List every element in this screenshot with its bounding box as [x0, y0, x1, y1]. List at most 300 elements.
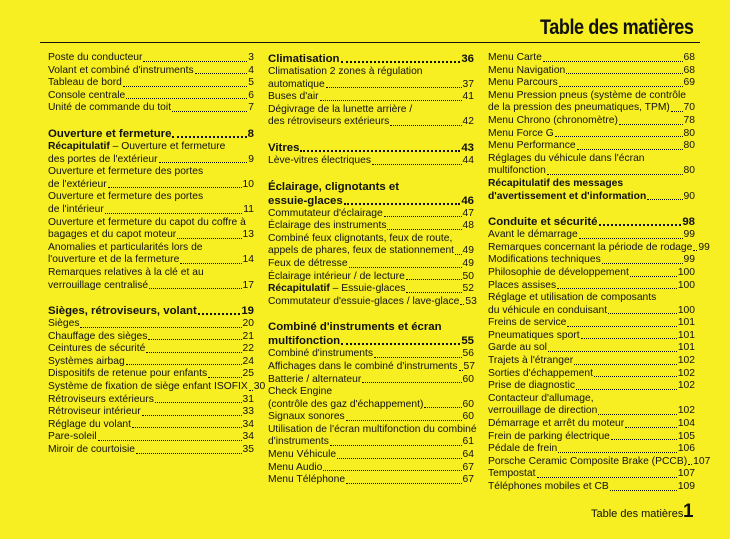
toc-entry-label — [48, 406, 141, 419]
page-ref: 55 — [461, 335, 474, 348]
toc-entry-text: Places assises — [488, 279, 557, 291]
page-ref: 105 — [677, 430, 695, 442]
toc-entry-text: verrouillage de direction — [488, 405, 598, 417]
section-spacer — [268, 129, 474, 141]
page-ref: 107 — [693, 455, 711, 467]
dot-leader — [387, 229, 461, 230]
dot-leader — [323, 470, 461, 471]
toc-entry — [268, 399, 474, 412]
toc-entry-text — [268, 180, 474, 194]
toc-entry-text: Menu Téléphone — [268, 474, 346, 486]
toc-entry — [48, 204, 254, 217]
toc-entry-label — [48, 331, 147, 344]
toc-entry — [488, 52, 695, 65]
page-ref: 109 — [677, 481, 695, 492]
dot-leader — [384, 216, 462, 217]
toc-entry — [268, 374, 474, 387]
toc-entry-text: Garde au sol — [488, 342, 547, 354]
toc-entry-text: Pare-soleil — [48, 431, 97, 443]
page-ref: 70 — [683, 102, 695, 114]
toc-entry — [268, 295, 477, 309]
toc-entry-text — [268, 423, 477, 437]
toc-entry-label — [48, 356, 125, 369]
page-ref: 34 — [242, 418, 254, 430]
page-ref: 106 — [677, 443, 695, 455]
section-title — [268, 52, 340, 66]
dot-leader — [341, 343, 460, 345]
toc-entry-text: Modifications techniques — [488, 254, 601, 266]
toc-entry — [268, 220, 474, 233]
dot-leader — [155, 402, 242, 403]
page-ref: 21 — [242, 330, 254, 342]
toc-entry-label — [268, 462, 322, 475]
toc-entry — [488, 342, 695, 355]
toc-entry-text — [268, 66, 474, 79]
section-title — [488, 215, 598, 229]
toc-entry-text — [48, 217, 254, 230]
page-ref: 60 — [462, 398, 474, 410]
toc-entry-text: Batterie / alternateur — [268, 373, 362, 385]
toc-entry-text: Lève-vitres électriques — [268, 154, 372, 166]
toc-entry-label — [48, 229, 176, 242]
dot-leader — [555, 136, 683, 137]
toc-entry — [488, 115, 695, 128]
toc-entry-label — [48, 90, 125, 103]
dot-leader — [80, 327, 241, 328]
toc-entry-text: Démarrage et arrêt du moteur — [488, 418, 625, 430]
dot-leader — [625, 427, 677, 428]
page-ref: 14 — [242, 254, 254, 266]
toc-entry — [488, 380, 695, 393]
toc-entry — [268, 348, 474, 361]
toc-entry-text — [268, 320, 474, 334]
dot-leader — [346, 483, 461, 484]
dot-leader — [566, 73, 682, 74]
page-ref: 90 — [683, 190, 695, 202]
dot-leader — [574, 364, 677, 365]
page-ref: 80 — [683, 165, 695, 177]
toc-section-heading — [48, 127, 254, 141]
toc-entry-label — [268, 245, 454, 258]
toc-entry-text: verrouillage centralisé — [48, 279, 149, 291]
toc-entry-text: Affichages dans le combiné d'instruments — [268, 360, 458, 372]
toc-entry-text — [268, 233, 474, 246]
page-ref: 101 — [677, 342, 695, 354]
dot-leader — [172, 111, 247, 112]
toc-entry-text: Prise de diagnostic — [488, 380, 576, 392]
toc-entry-label — [268, 220, 386, 233]
toc-entry-text: Commutateur d'éclairage — [268, 207, 383, 219]
page-ref: 22 — [242, 343, 254, 355]
toc-entry-label — [268, 474, 345, 487]
toc-entry-text: de la pression des pneumatiques, TPM) — [488, 102, 670, 114]
toc-entry-text: Volant et combiné d'instruments — [48, 64, 194, 76]
toc-entry-label — [268, 283, 405, 296]
toc-entry-text — [48, 141, 254, 154]
dot-leader — [105, 213, 243, 214]
dot-leader — [346, 420, 462, 421]
dot-leader — [136, 453, 242, 454]
page-ref: 102 — [677, 380, 695, 392]
toc-entry-label — [48, 52, 142, 65]
dot-leader — [647, 199, 682, 200]
toc-entry-text: Menu Force G — [488, 127, 554, 139]
toc-entry — [488, 317, 695, 330]
toc-entry — [268, 155, 474, 168]
toc-entry-text: d'instruments — [268, 436, 329, 448]
section-spacer — [48, 115, 254, 127]
page-ref: 24 — [242, 355, 254, 367]
page-ref: 102 — [677, 405, 695, 417]
toc-entry-text: Pneumatiques sport — [488, 329, 580, 341]
toc-entry-label — [488, 102, 670, 115]
dot-leader — [459, 370, 463, 371]
page-ref: 7 — [248, 102, 254, 114]
toc-entry-label — [488, 140, 576, 153]
toc-entry-label: Dégivrage de la lunette arrière / — [268, 103, 413, 115]
toc-entry — [488, 267, 695, 280]
toc-entry-text: (contrôle des gaz d'échappement) — [268, 398, 424, 410]
toc-entry — [488, 65, 695, 78]
toc-entry — [48, 419, 254, 432]
page-ref: 98 — [682, 216, 695, 229]
section-title-text: Vitres — [268, 141, 300, 154]
page-ref: 5 — [248, 77, 254, 89]
page-ref: 100 — [677, 304, 695, 316]
page-ref: 10 — [242, 178, 254, 190]
dot-leader — [143, 61, 247, 62]
section-title-text: Sièges, rétroviseurs, volant — [48, 305, 197, 318]
toc-entry — [48, 356, 254, 369]
toc-entry — [488, 102, 695, 115]
toc-column-1 — [48, 52, 266, 457]
toc-entry — [48, 381, 266, 394]
dot-leader — [424, 407, 461, 408]
toc-entry — [268, 208, 474, 221]
dot-leader — [594, 376, 677, 377]
toc-entry-label — [488, 317, 566, 330]
toc-entry-text: Éclairage des instruments — [268, 220, 387, 232]
toc-entry-text: Rétroviseurs extérieurs — [48, 393, 154, 405]
page-ref: 99 — [683, 229, 695, 241]
toc-entry — [488, 330, 695, 343]
toc-entry-text: Menu Audio — [268, 461, 323, 473]
toc-entry — [268, 283, 474, 296]
toc-entry-label — [488, 115, 618, 128]
toc-entry-label — [268, 296, 459, 309]
toc-entry-label — [48, 381, 248, 394]
section-title — [268, 194, 343, 208]
toc-entry-text: Avant le démarrage — [488, 229, 578, 241]
toc-entry-text: Sièges — [48, 318, 80, 330]
dot-leader — [362, 382, 461, 383]
toc-entry-text: Pédale de frein — [488, 443, 558, 455]
dot-leader — [159, 162, 248, 163]
toc-entry-text — [268, 386, 474, 399]
dot-leader — [599, 224, 682, 226]
dot-leader — [608, 313, 677, 314]
page-ref: 3 — [248, 52, 254, 63]
dot-leader — [537, 477, 677, 478]
page-ref: 60 — [462, 373, 474, 385]
dot-leader — [693, 250, 697, 251]
dot-leader — [390, 125, 461, 126]
page-ref: 101 — [677, 329, 695, 341]
dot-leader — [576, 389, 677, 390]
page-ref: 6 — [248, 89, 254, 101]
toc-entry-text: Poste du conducteur — [48, 52, 143, 63]
section-title-text: essuie-glaces — [268, 194, 343, 207]
page-ref: 69 — [683, 77, 695, 89]
dot-leader — [611, 439, 677, 440]
toc-entry-label: Check Engine — [268, 386, 333, 398]
toc-entry — [48, 229, 254, 242]
toc-entry-text: Remarques concernant la période de rodage — [488, 241, 693, 253]
dot-leader — [688, 464, 692, 465]
dot-leader — [671, 111, 683, 112]
page-ref: 53 — [465, 295, 477, 307]
toc-entry-text — [488, 153, 695, 166]
toc-entry-text — [48, 242, 254, 255]
toc-entry-label — [48, 280, 148, 293]
toc-entry-label: Ouverture et fermeture des portes — [48, 166, 204, 178]
page-ref: 78 — [683, 114, 695, 126]
toc-entry — [488, 418, 695, 431]
toc-entry-label — [488, 65, 565, 78]
toc-entry-text: Menu Chrono (chronomètre) — [488, 114, 618, 126]
toc-entry — [48, 65, 254, 78]
toc-entry-label — [48, 154, 158, 167]
page-ref: 20 — [242, 318, 254, 330]
toc-entry-label — [488, 280, 556, 293]
toc-entry-label — [488, 456, 687, 469]
toc-entry-text: appels de phares, feux de stationnement — [268, 245, 455, 257]
dot-leader — [98, 440, 242, 441]
toc-section-heading — [268, 334, 474, 348]
dot-leader — [349, 267, 462, 268]
dot-leader — [406, 292, 461, 293]
page-ref: 101 — [677, 317, 695, 329]
dot-leader — [455, 254, 461, 255]
toc-entry-text: Buses d'air — [268, 91, 319, 103]
section-title — [48, 304, 197, 318]
page-ref: 25 — [242, 368, 254, 380]
toc-entry — [48, 52, 254, 65]
toc-entry-label: Menu Pression pneus (système de contrôle — [488, 89, 687, 101]
page-ref: 46 — [461, 194, 474, 207]
toc-entry-label — [488, 355, 573, 368]
toc-entry-text: du véhicule en conduisant — [488, 304, 608, 316]
toc-entry — [48, 444, 254, 457]
toc-entry — [488, 280, 695, 293]
toc-entry-text: Réglage du volant — [48, 418, 132, 430]
dot-leader — [548, 351, 677, 352]
toc-entry — [268, 474, 474, 487]
dot-leader — [558, 452, 677, 453]
page-ref: 19 — [241, 305, 254, 318]
toc-entry-label — [48, 368, 207, 381]
section-title — [268, 141, 299, 155]
dot-leader — [123, 86, 247, 87]
toc-entry-text: automatique — [268, 78, 325, 90]
toc-entry — [488, 77, 695, 90]
dot-leader — [198, 313, 241, 315]
dot-leader — [337, 458, 461, 459]
toc-entry-text: Essuie-glaces — [341, 283, 406, 295]
page-ref: 34 — [242, 431, 254, 443]
dot-leader — [557, 288, 677, 289]
page-ref: 52 — [462, 283, 474, 295]
dot-leader — [149, 288, 241, 289]
page-ref: 4 — [248, 64, 254, 76]
page-ref: 99 — [698, 241, 710, 253]
toc-entry-label — [488, 418, 624, 431]
dot-leader — [579, 238, 683, 239]
toc-entry-label — [48, 204, 104, 217]
dot-leader — [148, 339, 241, 340]
toc-section-heading — [268, 52, 474, 66]
toc-entry — [488, 481, 695, 494]
toc-entry-text — [488, 292, 695, 305]
toc-entry-label: Ouverture et fermeture — [121, 140, 226, 152]
toc-entry-label — [488, 481, 609, 494]
toc-entry-text: Menu Navigation — [488, 64, 566, 76]
toc-entry — [488, 254, 695, 267]
toc-section-heading — [268, 194, 474, 208]
toc-entry-text — [268, 104, 474, 117]
section-spacer — [488, 203, 695, 215]
section-title-text: Climatisation — [268, 53, 340, 65]
toc-entry — [48, 154, 254, 167]
page-ref: 37 — [462, 78, 474, 90]
toc-entry-text: Menu Carte — [488, 52, 542, 63]
toc-entry-text: Frein de parking électrique — [488, 430, 610, 442]
section-spacer — [48, 292, 254, 304]
toc-entry-label — [488, 165, 546, 178]
toc-entry-label — [268, 449, 336, 462]
dot-leader — [630, 276, 677, 277]
page-ref: 30 — [253, 381, 266, 393]
toc-entry — [268, 436, 474, 449]
toc-entry-text: Freins de service — [488, 317, 567, 329]
toc-entry-text: Miroir de courtoisie — [48, 444, 135, 456]
toc-entry-label — [488, 254, 601, 267]
toc-entry-text: Dispositifs de retenue pour enfants — [48, 368, 208, 380]
toc-entry — [488, 241, 710, 255]
page-ref: 35 — [242, 444, 254, 456]
toc-entry-label — [48, 254, 179, 267]
page-ref: 102 — [677, 367, 695, 379]
page-ref: 47 — [462, 207, 474, 219]
dot-leader — [374, 357, 462, 358]
toc-entry — [48, 368, 254, 381]
dot-leader — [341, 61, 461, 63]
toc-entry-label — [48, 102, 171, 115]
page-title: Table des matières — [540, 16, 694, 39]
toc-entry — [48, 394, 254, 407]
toc-entry-label — [268, 258, 348, 271]
toc-entry-label — [48, 318, 79, 331]
toc-entry — [488, 468, 695, 481]
toc-column-3 — [488, 52, 711, 494]
dot-leader — [146, 352, 241, 353]
page-number: 1 — [683, 501, 694, 522]
dot-leader — [559, 86, 683, 87]
toc-entry-text: Combiné d'instruments — [268, 348, 373, 360]
page-ref: 33 — [242, 406, 254, 418]
toc-entry-text: l'ouverture et de la fermeture — [48, 254, 180, 266]
page-ref: 80 — [683, 140, 695, 152]
toc-entry — [268, 91, 474, 104]
dot-leader — [598, 414, 676, 415]
toc-entry-text: Systèmes airbag — [48, 355, 125, 367]
section-heading-text: Éclairage, clignotants et — [268, 180, 400, 193]
dot-leader — [610, 490, 677, 491]
dot-leader — [372, 164, 462, 165]
page-ref: 31 — [242, 393, 254, 405]
toc-entry-label — [48, 179, 107, 192]
toc-entry-label — [488, 267, 629, 280]
toc-entry-label — [488, 380, 575, 393]
toc-entry-text — [48, 191, 254, 204]
page-ref: 49 — [462, 257, 474, 269]
dot-leader — [142, 415, 242, 416]
toc-entry-label — [488, 342, 547, 355]
section-title — [48, 127, 171, 141]
section-title-text: Ouverture et fermeture — [48, 127, 172, 140]
toc-entry-label — [268, 116, 389, 129]
toc-entry-text: Console centrale — [48, 89, 126, 101]
toc-entry — [268, 462, 474, 475]
toc-entry-text: des rétroviseurs extérieurs — [268, 116, 390, 128]
toc-entry-text: multifonction — [488, 165, 546, 177]
toc-entry-label: Combiné feux clignotants, feux de route, — [268, 232, 453, 244]
toc-entry-text: de l'intérieur — [48, 203, 104, 215]
dot-leader — [108, 187, 242, 188]
page-ref: 100 — [677, 279, 695, 291]
dot-leader — [344, 203, 461, 205]
toc-entry-label — [48, 343, 145, 356]
toc-entry-label — [48, 419, 131, 432]
toc-entry-label — [48, 77, 122, 90]
dot-leader — [619, 124, 683, 125]
toc-entry — [488, 305, 695, 318]
toc-entry-label-bold: Récapitulatif — [48, 140, 110, 152]
toc-entry-label — [488, 229, 578, 242]
toc-entry-text — [48, 166, 254, 179]
toc-entry-text: Feux de détresse — [268, 257, 348, 269]
toc-entry-text: Sorties d'échappement — [488, 367, 594, 379]
page-ref: 57 — [463, 360, 475, 372]
toc-entry-label: Ouverture et fermeture des portes — [48, 191, 204, 203]
toc-entry — [48, 90, 254, 103]
page-ref: 60 — [462, 411, 474, 423]
dot-leader — [581, 338, 677, 339]
toc-entry — [48, 406, 254, 419]
toc-entry-text: de l'extérieur — [48, 178, 107, 190]
toc-entry-label — [488, 443, 557, 456]
toc-entry-label: Contacteur d'allumage, — [488, 392, 594, 404]
toc-entry-label: Utilisation de l'écran multifonction du combiné — [268, 423, 477, 435]
title-divider — [40, 42, 700, 43]
toc-entry-label — [268, 374, 361, 387]
section-spacer — [268, 168, 474, 180]
page-ref: 100 — [677, 266, 695, 278]
page-ref: 42 — [462, 116, 474, 128]
toc-entry-label — [268, 79, 325, 92]
page-ref: 68 — [683, 64, 695, 76]
toc-entry-text: Tableau de bord — [48, 77, 122, 89]
